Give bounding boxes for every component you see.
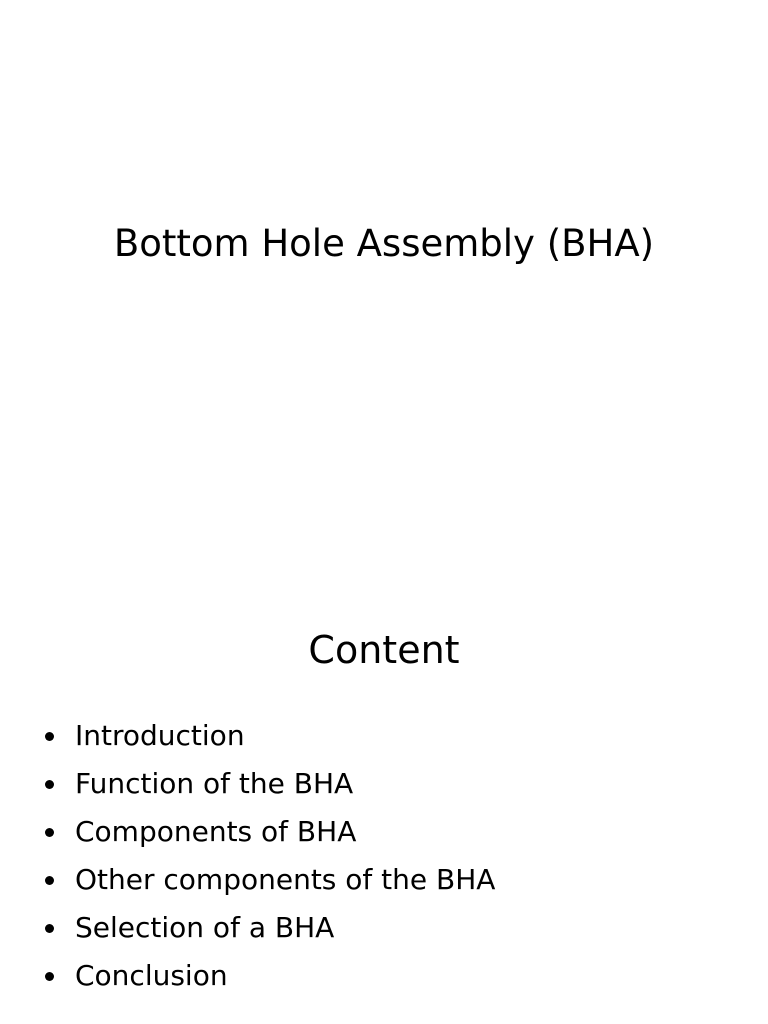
- list-item-label: Components of BHA: [75, 815, 357, 848]
- bullet-icon: [45, 972, 54, 981]
- bullet-icon: [45, 924, 54, 933]
- bullet-icon: [45, 780, 54, 789]
- bullet-icon: [45, 828, 54, 837]
- list-item-label: Introduction: [75, 719, 245, 752]
- list-item-label: Conclusion: [75, 959, 228, 992]
- list-item-label: Selection of a BHA: [75, 911, 335, 944]
- slide-title: Bottom Hole Assembly (BHA): [113, 222, 655, 265]
- list-item-label: Other components of the BHA: [75, 863, 496, 896]
- bullet-icon: [45, 876, 54, 885]
- bullet-icon: [45, 732, 54, 741]
- content-heading: Content: [308, 628, 460, 672]
- list-item-label: Function of the BHA: [75, 767, 354, 800]
